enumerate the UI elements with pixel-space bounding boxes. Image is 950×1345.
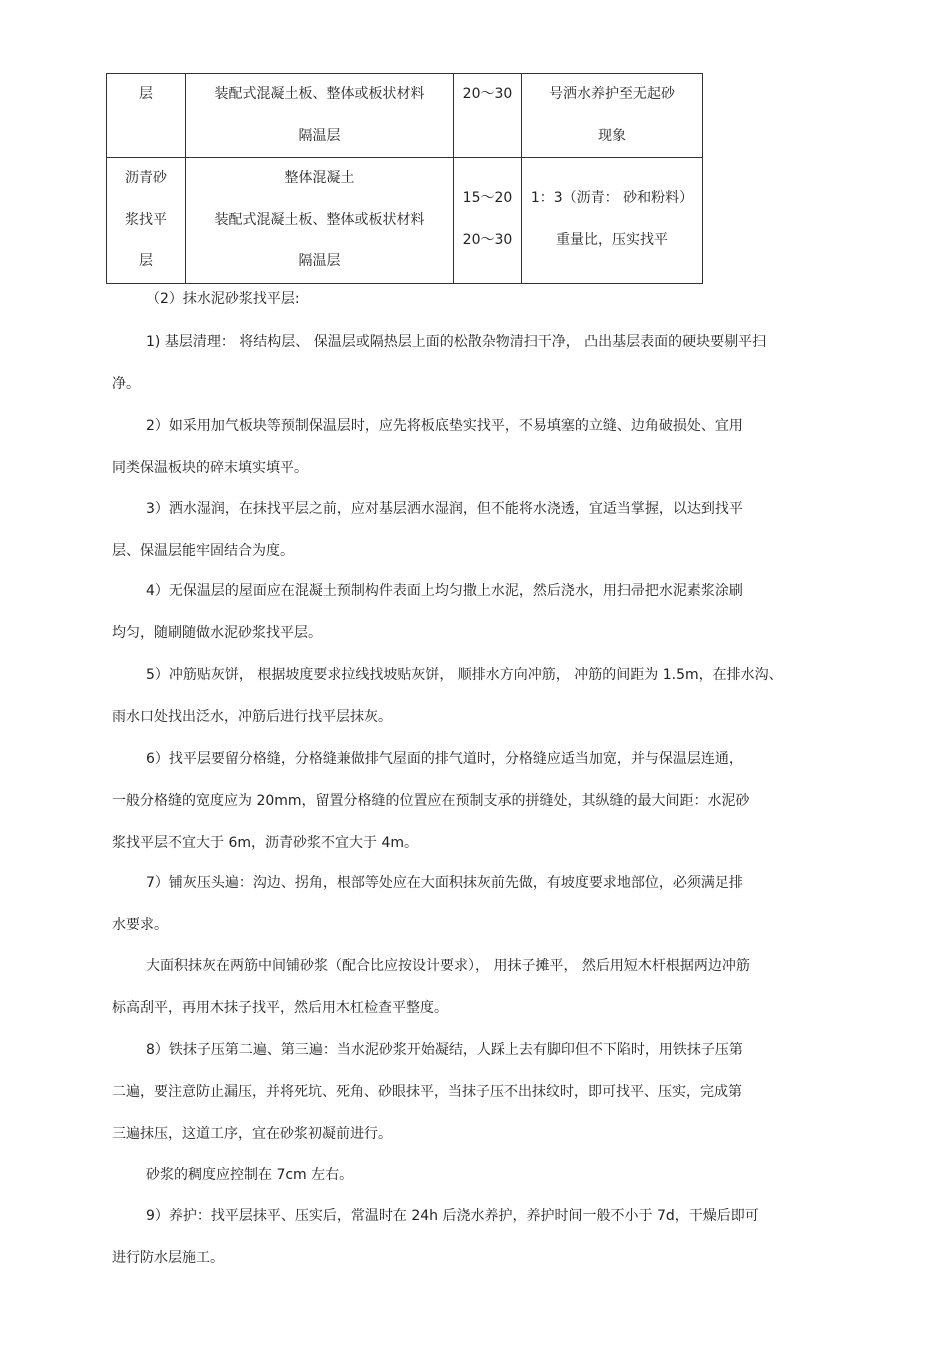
cell-text: 现象 xyxy=(598,127,626,144)
table-row xyxy=(107,158,703,284)
text-line: 进行防水层施工。 xyxy=(112,1249,224,1266)
paragraph-step-6 xyxy=(112,739,872,864)
cell-text: 15～20 xyxy=(462,190,513,206)
paragraph-large-area xyxy=(112,946,872,1030)
cell-text: 沥青砂 xyxy=(125,170,167,186)
paragraph-step-7 xyxy=(112,863,872,947)
base-layer-cell xyxy=(186,74,454,158)
text-line: 9）养护：找平层抹平、压实后，常温时在 24h 后浇水养护，养护时间一般不小于 7d，干燥后即可 xyxy=(146,1208,759,1224)
cell-text: 装配式混凝土板、整体或板状材料 xyxy=(214,211,425,228)
text-line: 一般分格缝的宽度应为 20mm，留置分格缝的位置应在预制支承的拼缝处，其纵缝的最大间距：水泥砂 xyxy=(112,792,750,809)
text-line: 三遍抹压，这道工序，宜在砂浆初凝前进行。 xyxy=(112,1125,392,1142)
section-heading xyxy=(112,279,872,321)
cell-text: 浆找平 xyxy=(125,211,167,228)
text-line: 3）洒水湿润，在抹找平层之前，应对基层洒水湿润，但不能将水浇透，宜适当掌握，以达到找平 xyxy=(146,501,743,517)
text-line: 浆找平层不宜大于 6m，沥青砂浆不宜大于 4m。 xyxy=(112,834,418,851)
thickness-cell xyxy=(454,158,522,284)
layer-cell xyxy=(107,74,186,158)
paragraph-consistency xyxy=(112,1155,872,1197)
text-line: 5）冲筋贴灰饼， 根据坡度要求拉线找坡贴灰饼， 顺排水方向冲筋， 冲筋的间距为 1.5m，在排水沟、 xyxy=(146,667,783,683)
paragraph-step-8 xyxy=(112,1030,872,1155)
specification-table xyxy=(106,73,703,284)
thickness-cell xyxy=(454,74,522,158)
text-line: 大面积抹灰在两筋中间铺砂浆（配合比应按设计要求）， 用抹子摊平， 然后用短木杆根据两边冲筋 xyxy=(146,958,750,974)
layer-cell xyxy=(107,158,186,284)
cell-text: 装配式混凝土板、整体或板状材料 xyxy=(214,86,425,102)
paragraph-step-9 xyxy=(112,1196,872,1280)
text-line: 6）找平层要留分格缝，分格缝兼做排气屋面的排气道时，分格缝应适当加宽，并与保温层连通， xyxy=(146,751,743,767)
text-line: 均匀，随刷随做水泥砂浆找平层。 xyxy=(112,624,322,641)
text-line: 同类保温板块的碎末填实填平。 xyxy=(112,459,308,476)
cell-text: 层 xyxy=(139,253,153,269)
paragraph-step-2 xyxy=(112,406,872,490)
text-line: 标高刮平，再用木抹子找平，然后用木杠检查平整度。 xyxy=(112,999,448,1016)
cell-text: 1：3（沥青： 砂和粉料） xyxy=(530,190,694,206)
table-row xyxy=(107,74,703,158)
text-line: 7）铺灰压头遍：沟边、拐角，根部等处应在大面积抹灰前先做，有坡度要求地部位，必须满足排 xyxy=(146,875,743,891)
base-layer-cell xyxy=(186,158,454,284)
cell-text: 整体混凝土 xyxy=(284,170,355,186)
text-line: 1) 基层清理： 将结构层、 保温层或隔热层上面的松散杂物清扫干净， 凸出基层表面的硬块要剔平扫 xyxy=(146,334,767,350)
cell-text: 隔温层 xyxy=(298,253,341,269)
cell-text: 20～30 xyxy=(462,86,513,102)
requirement-cell xyxy=(522,158,703,284)
paragraph-step-3 xyxy=(112,489,872,573)
text-line: 层、保温层能牢固结合为度。 xyxy=(112,542,294,559)
paragraph-step-1 xyxy=(112,322,872,406)
cell-text: 层 xyxy=(139,86,153,102)
text-line: 雨水口处找出泛水，冲筋后进行找平层抹灰。 xyxy=(112,708,392,725)
text-line: 4）无保温层的屋面应在混凝土预制构件表面上均匀撒上水泥，然后浇水，用扫帚把水泥素浆涂刷 xyxy=(146,583,743,599)
cell-text: 重量比，压实找平 xyxy=(556,231,668,248)
text-line: 水要求。 xyxy=(112,916,168,933)
paragraph-step-5 xyxy=(112,655,872,739)
text-line: 净。 xyxy=(112,375,140,392)
text-line: 2）如采用加气板块等预制保温层时，应先将板底垫实找平，不易填塞的立缝、边角破损处、宜用 xyxy=(146,418,743,434)
cell-text: 号洒水养护至无起砂 xyxy=(549,86,675,102)
cell-text: 20～30 xyxy=(462,231,513,248)
paragraph-step-4 xyxy=(112,571,872,655)
cell-text: 隔温层 xyxy=(298,127,341,144)
requirement-cell xyxy=(522,74,703,158)
text-line: 8）铁抹子压第二遍、第三遍：当水泥砂浆开始凝结，人踩上去有脚印但不下陷时，用铁抹子压第 xyxy=(146,1042,743,1058)
text-line: （2）抹水泥砂浆找平层: xyxy=(146,291,300,307)
text-line: 砂浆的稠度应控制在 7cm 左右。 xyxy=(146,1167,354,1183)
text-line: 二遍，要注意防止漏压，并将死坑、死角、砂眼抹平，当抹子压不出抹纹时，即可找平、压实，完成第 xyxy=(112,1083,742,1100)
